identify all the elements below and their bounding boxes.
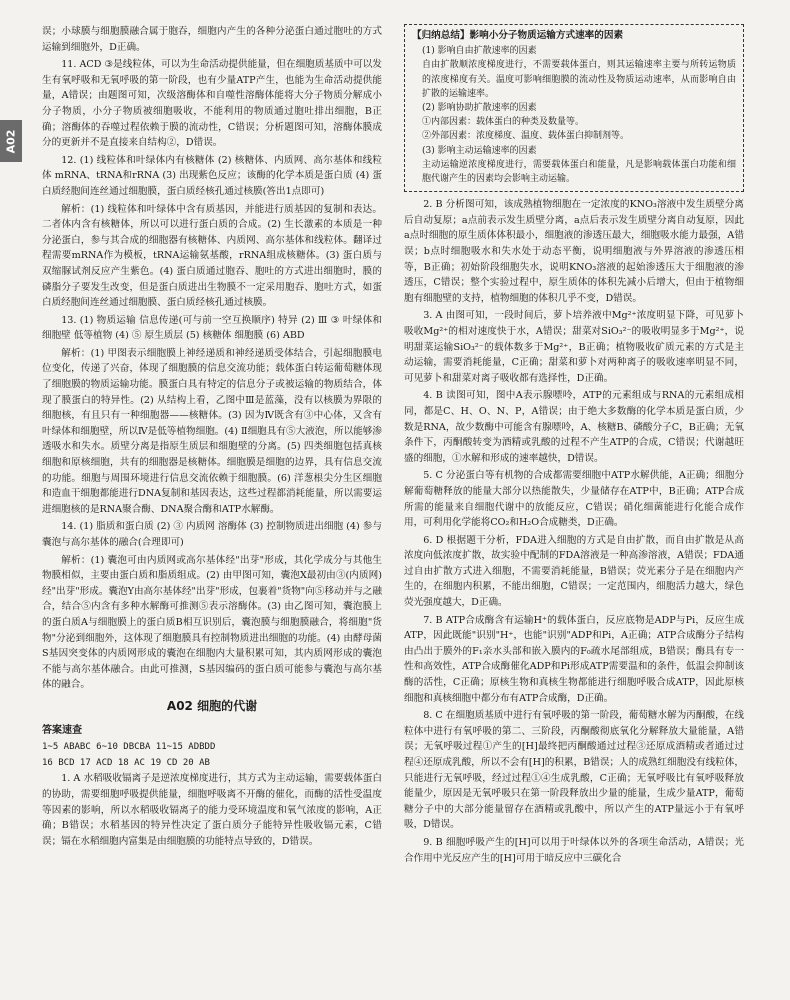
paragraph: 14. (1) 脂质和蛋白质 (2) ③ 内质网 溶酶体 (3) 控制物质进出细胞 (4) 参与囊泡与高尔基体的融合(合理即可) (42, 521, 382, 548)
paragraph: 5. C 分泌蛋白等有机物的合成都需要细胞中ATP水解供能，A正确；细胞分解葡萄糖释放的能量大部分以热能散失，少量储存在ATP中，B正确；ATP合成所需的能量来自细胞代谢中的放能反应，C错误；硝化细菌能进行化能合成作用，可利用化学能将CO₂和H₂O合成糖类，D正确。 (404, 470, 744, 529)
paragraph: 13. (1) 物质运输 信息传递(可与前一空互换顺序) 特异 (2) Ⅲ ③ 叶绿体和细胞壁 低等植物 (4) ⑤ 原生质层 (5) 核糖体 细胞膜 (6) ABD (42, 314, 382, 342)
paragraph: 3. A 由图可知，一段时间后，萝卜培养液中Mg²⁺浓度明显下降，可见萝卜吸收Mg²⁺的相对速度快于水，A错误；甜菜对SiO₃²⁻的吸收明显多于Mg²⁺，说明甜菜运输SiO₃²⁻的载体数多于Mg²⁺，B正确；植物吸收矿质元素的方式是主动运输，需要消耗能量，C正确；甜菜和萝卜对两种离子的吸收速率明显不同，可见萝卜和甜菜对离子吸收都有选择性，D正确。 (404, 310, 744, 384)
quick-answer-line: 16 BCD 17 ACD 18 AC 19 CD 20 AB (42, 757, 210, 768)
paragraph: 9. B 细胞呼吸产生的[H]可以用于叶绿体以外的各项生命活动，A错误；光合作用中光反应产生的[H]可用于暗反应中三碳化合 (404, 836, 744, 864)
paragraph: 8. C 在细胞质基质中进行有氧呼吸的第一阶段，葡萄糖水解为丙酮酸，在线粒体中进行有氧呼吸的第二、三阶段，丙酮酸彻底氧化分解释放大量能量，A错误；无氧呼吸过程①产生的[H]最终把丙酮酸通过过程③还原成酒精或者通过过程④还原成乳酸，所以不会有[H]的积累，B错误；人的成熟红细胞没有线粒体，只能进行无氧呼吸，经过过程①④生成乳酸，C正确；无氧呼吸比有氧呼吸释放能量少，原因是无氧呼吸只在第一阶段释放出少量的能量，生成少量ATP，葡萄糖分子中的大部分能量留存在酒精或乳酸中，所以产生的ATP量远小于有氧呼吸，D错误。 (404, 710, 744, 831)
summary-box (404, 24, 744, 192)
summary-line: (2) 影响协助扩散速率的因素 (422, 103, 537, 114)
paragraph: 解析：(1) 线粒体和叶绿体中含有质基因，并能进行质基因的复制和表达。二者体内含有核糖体，所以可以进行蛋白质的合成。(2) 生长激素的本质是一种分泌蛋白，参与其合成的细胞器有核糖体、内质网、高尔基体和线粒体。翻译过程需要mRNA作为模板，tRNA运输氨基酸，rRNA组成核糖体。(3) 蛋白质与双缩脲试剂反应产生紫色。(4) 蛋白质通过胞吞、胞吐的方式进出细胞时，膜的磷脂分子要发生改变，但是蛋白质进出生物膜不一定采用胞吞、胞吐方式，如蛋白质经胞间连丝通过细胞膜、蛋白质经核孔通过核膜。 (42, 203, 382, 309)
section-side-tab (0, 120, 22, 162)
summary-title: 【归纳总结】影响小分子物质运输方式速率的因素 (412, 30, 624, 41)
paragraph: 2. B 分析图可知，该成熟植物细胞在一定浓度的KNO₃溶液中发生质壁分离后自动复原；a点前表示发生质壁分离，a点后表示发生质壁分离自动复原，因此a点时细胞的原生质体体积最小，细胞液的渗透压最大，细胞吸水能力最强，A错误；b点时细胞吸水和失水处于动态平衡，说明细胞液与外界溶液的渗透压相等，B正确；初始阶段细胞失水，说明KNO₃溶液的起始渗透压大于细胞液的渗透压，C错误；整个实验过程中，原生质体的体积先减小后增大，但由于植物细胞有细胞壁的支持，植物细胞的体积几乎不变，D错误。 (404, 199, 744, 304)
summary-line: (3) 影响主动运输速率的因素 (422, 145, 537, 156)
summary-line: ①内部因素：载体蛋白的种类及数量等。 (422, 117, 585, 128)
paragraph: 6. D 根据题干分析，FDA进入细胞的方式是自由扩散，而自由扩散是从高浓度向低浓度扩散，故实验中配制的FDA溶液是一种高渗溶液，A错误；FDA通过自由扩散方式进入细胞，不需要消耗能量，B错误；荧光素分子是在细胞内产生的，在细胞内积累，不能出细胞，C错误；一定范围内，细胞活力越大，绿色荧光强度越大，D正确。 (404, 534, 744, 609)
left-column (42, 24, 382, 851)
summary-line: 主动运输逆浓度梯度进行，需要载体蛋白和能量，凡是影响载体蛋白功能和细胞代谢产生的因素均会影响主动运输。 (422, 159, 736, 185)
paragraph: 7. B ATP合成酶含有运输H⁺的载体蛋白，反应底物是ADP与Pi，反应生成ATP，因此既能"识别"H⁺，也能"识别"ADP和Pi，A正确；ATP合成酶分子结构由凸出于膜外的F₁亲水头部和嵌入膜内的F₀疏水尾部组成，B错误；酶具有专一性和高效性，ATP合成酶催化ADP和Pi形成ATP需要温和的条件，低温会抑制该酶的活性，C正确；原核生物和真核生物都能进行细胞呼吸合成ATP，因此原核细胞和真核细胞中都分布有ATP合成酶，D正确。 (404, 614, 744, 704)
section-title: A02 细胞的代谢 (166, 698, 258, 713)
paragraph: 解析：(1) 囊泡可由内质网或高尔基体经"出芽"形成，其化学成分与其他生物膜相似，主要由蛋白质和脂质组成。(2) 由甲图可知，囊泡X最初由③(内质网)经"出芽"形成。囊泡Y由高尔基体经"出芽"形成，包裹着"货物"向⑤移动并与之融合，结合⑤内含有多种水解酶可推测⑤表示溶酶体。(3) 由乙图可知，囊泡膜上的蛋白质A与细胞膜上的蛋白质B相互识别后，囊泡膜与细胞膜融合，将细胞"货物"分泌到细胞外，这体现了细胞膜具有控制物质进出细胞的功能。(4) 由酵母菌S基因突变体的内质网形成的囊泡在细胞内大量积累可知，其内质网形成的囊泡不能与高尔基体融合。由此可推测，S基因编码的蛋白质可能参与囊泡与高尔基体的融合。 (42, 554, 382, 691)
summary-line: (1) 影响自由扩散速率的因素 (422, 46, 537, 57)
paragraph: 12. (1) 线粒体和叶绿体内有核糖体 (2) 核糖体、内质网、高尔基体和线粒体 mRNA、tRNA和rRNA (3) 出现紫色反应；该酶的化学本质是蛋白质 (4) 蛋白质经胞间连丝通过细胞膜，蛋白质经核孔通过核膜(答出1点即可) (42, 154, 382, 197)
summary-line: 自由扩散顺浓度梯度进行，不需要载体蛋白，则其运输速率主要与所转运物质的浓度梯度有关。温度可影响细胞膜的流动性及物质运动速率，从而影响自由扩散的运输速率。 (422, 60, 736, 99)
paragraph: 11. ACD ③是线粒体，可以为生命活动提供能量，但在细胞质基质中可以发生有氧呼吸和无氧呼吸的第一阶段，也有少量ATP产生，也能为生命活动提供能量，A错误；由题图可知，次级溶酶体和自噬性溶酶体能将大分子物质分解成小分子物质，小分子物质被细胞吸收，不能利用的物质通过胞吐排出细胞，B正确；溶酶体的吞噬过程依赖于膜的流动性，C错误；分析题图可知，溶酶体膜成分的更新并不是直接来自结构②，D错误。 (42, 59, 382, 149)
paragraph: 解析：(1) 甲图表示细胞膜上神经递质和神经递质受体结合，引起细胞膜电位变化，传递了兴奋，体现了细胞膜的信息交流功能；载体蛋白转运葡萄糖体现了细胞膜的物质运输功能。膜蛋白具有特定的信息分子或被运输的物质结合，体现了膜蛋白的特异性。(2) 从结构上看，乙图中Ⅲ是蓝藻，没有以核膜为界限的细胞核，有且只有一种细胞器——核糖体。(3) 因为Ⅳ既含有③中心体，又含有叶绿体和细胞壁，所以Ⅳ是低等植物细胞。(4) Ⅱ细胞具有⑤大液泡，所以能够渗透吸水和失水。质壁分离是指原生质层和细胞壁的分离。(5) 四类细胞包括真核细胞和原核细胞，共有的细胞器是核糖体。细胞膜是细胞的边界，具有信息交流的功能。细胞与周围环境进行信息交流依赖于细胞膜。(6) 洋葱根尖分生区细胞和造血干细胞都能进行DNA复制和基因表达，这些过程都消耗能量，所以需要运进细胞核的是RNA聚合酶、DNA聚合酶和ATP水解酶。 (42, 347, 382, 515)
paragraph: 4. B 读图可知，图中A表示腺嘌呤，ATP的元素组成与RNA的元素组成相同，都是C、H、O、N、P，A错误；由于绝大多数酶的化学本质是蛋白质，少数是RNA，故少数酶中可能含有腺嘌呤，A、核糖B、磷酸分子C，B正确；无氧条件下，丙酮酸转变为酒精或乳酸的过程不产生ATP的合成，C错误；代谢越旺盛的细胞，①水解和形成的速率越快，D错误。 (404, 390, 744, 464)
right-column (404, 24, 744, 868)
summary-line: ②外部因素：浓度梯度、温度、载体蛋白抑制剂等。 (422, 131, 630, 142)
quick-answer-line: 1~5 ABABC 6~10 DBCBA 11~15 ADBDD (42, 742, 216, 753)
side-tab-label: A02 (4, 129, 18, 153)
quick-answer-title: 答案速查 (42, 724, 82, 736)
paragraph: 误；小球膜与细胞膜融合属于胞吞，细胞内产生的各种分泌蛋白通过胞吐的方式运输到细胞外，D正确。 (42, 26, 382, 53)
paragraph: 1. A 水稻吸收镉离子是逆浓度梯度进行，其方式为主动运输，需要载体蛋白的协助，需要细胞呼吸提供能量，细胞呼吸离不开酶的催化，而酶的活性受温度等因素的影响，所以水稻吸收镉离子的能力受环境温度和氧气浓度的影响，A正确；B错误；水稻基因的特异性决定了蛋白质分子能特异性吸收镉元素，C错误；镉在水稻细胞内富集是由细胞膜的功能特点导致的，D错误。 (42, 773, 382, 847)
